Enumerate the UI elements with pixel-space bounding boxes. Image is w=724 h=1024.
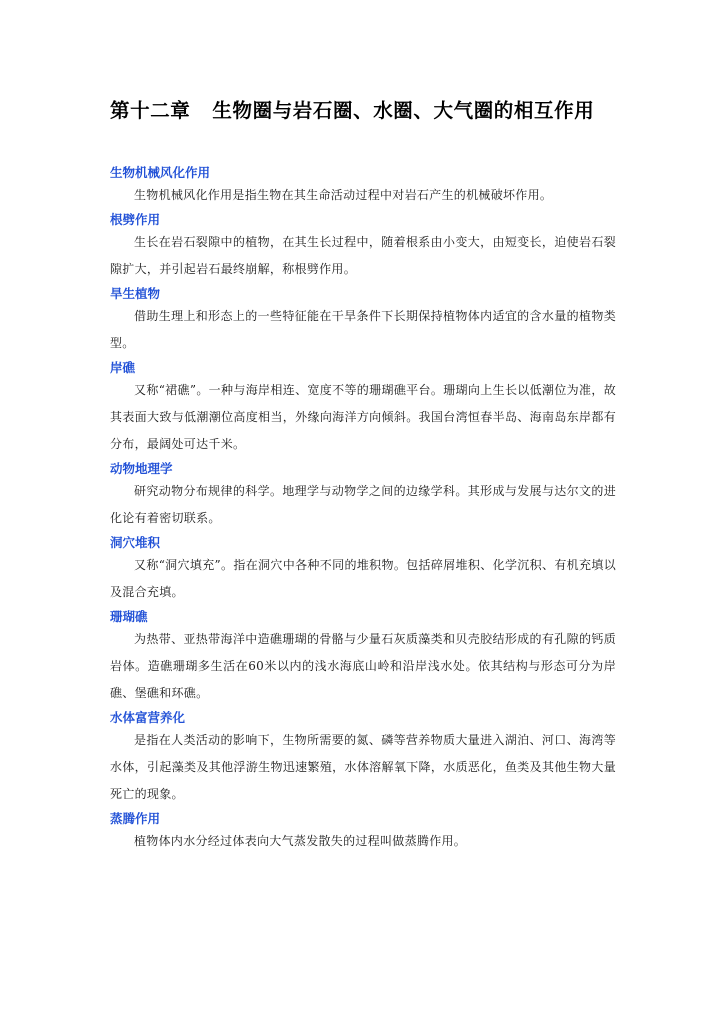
glossary-entry	[110, 359, 616, 458]
term-heading: 根劈作用	[110, 212, 161, 227]
document-page	[110, 96, 616, 857]
term-heading: 旱生植物	[110, 286, 161, 301]
term-heading: 洞穴堆积	[110, 535, 161, 550]
term-definition: 是指在人类活动的影响下，生物所需要的氮、磷等营养物质大量进入湖泊、河口、海湾等水体，引起藻类及其他浮游生物迅速繁殖，水体溶解氧下降，水质恶化，鱼类及其他生物大量死亡的现象。	[110, 733, 616, 801]
term-definition: 又称“洞穴填充”。指在洞穴中各种不同的堆积物。包括碎屑堆积、化学沉积、有机充填以及混合充填。	[110, 558, 616, 599]
glossary-entry	[110, 211, 616, 283]
chapter-title-text: 生物圈与岩石圈、水圈、大气圈的相互作用	[212, 99, 595, 122]
term-definition: 研究动物分布规律的科学。地理学与动物学之间的边缘学科。其形成与发展与达尔文的进化论有着密切联系。	[110, 484, 616, 525]
chapter-title	[110, 96, 616, 126]
glossary-entry	[110, 164, 616, 209]
term-heading: 珊瑚礁	[110, 609, 148, 624]
term-heading: 生物机械风化作用	[110, 165, 211, 180]
glossary-entry	[110, 608, 616, 707]
chapter-number: 第十二章	[110, 99, 191, 122]
term-definition: 植物体内水分经过体表向大气蒸发散失的过程叫做蒸腾作用。	[134, 834, 467, 848]
term-heading: 水体富营养化	[110, 710, 186, 725]
term-heading: 动物地理学	[110, 461, 173, 476]
term-heading: 蒸腾作用	[110, 811, 161, 826]
term-definition: 生物机械风化作用是指生物在其生命活动过程中对岩石产生的机械破坏作用。	[134, 188, 553, 202]
glossary-entry	[110, 810, 616, 855]
glossary-entry	[110, 709, 616, 808]
term-heading: 岸礁	[110, 360, 136, 375]
term-definition: 借助生理上和形态上的一些特征能在干旱条件下长期保持植物体内适宜的含水量的植物类型。	[110, 309, 616, 350]
glossary-entry	[110, 460, 616, 532]
term-definition: 生长在岩石裂隙中的植物，在其生长过程中，随着根系由小变大，由短变长，迫使岩石裂隙扩大，并引起岩石最终崩解，称根劈作用。	[110, 235, 616, 276]
term-definition: 为热带、亚热带海洋中造礁珊瑚的骨骼与少量石灰质藻类和贝壳胶结形成的有孔隙的钙质岩体。造礁珊瑚多生活在60米以内的浅水海底山岭和沿岸浅水处。依其结构与形态可分为岸礁、堡礁和环礁。	[110, 632, 616, 700]
glossary-entry	[110, 534, 616, 606]
glossary-entry	[110, 285, 616, 357]
term-definition: 又称“裙礁”。一种与海岸相连、宽度不等的珊瑚礁平台。珊瑚向上生长以低潮位为准，故其表面大致与低潮潮位高度相当，外缘向海洋方向倾斜。我国台湾恒春半岛、海南岛东岸都有分布，最阔处可达千米。	[110, 383, 616, 451]
